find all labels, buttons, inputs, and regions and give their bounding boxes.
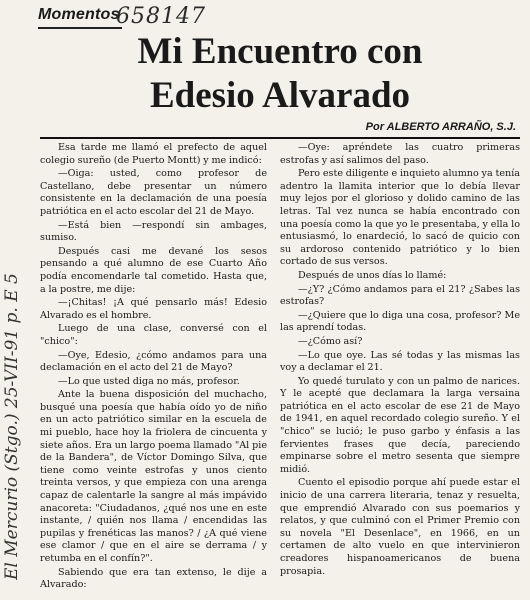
title-rule [40, 137, 520, 139]
right-paragraph: Pero este diligente e inquieto alumno ya tenía adentro la llamita interior que lo debía llevar muy lejos por el glorioso y dolido camino de las letras. Tal vez nunca se había encontrado con una poesía como la que yo le presentaba, y ella lo entusiasmó, lo enardeció, lo sacó de quicio con su ardoroso contenido patriótico y lo bien cortado de sus versos. [280, 168, 520, 268]
left-paragraph: Esa tarde me llamó el prefecto de aquel colegio sureño (de Puerto Montt) y me indicó: [40, 142, 267, 166]
left-paragraph: —¡Chitas! ¡A qué pensarlo más! Edesio Alvarado es el hombre. [40, 297, 267, 321]
left-paragraph: Luego de una clase, conversé con el "chico": [40, 323, 267, 347]
left-paragraph: —Oiga: usted, como profesor de Castellano, debe presentar un número consistente en la declamación de una poesía patriótica en el acto escolar del 21 de Mayo. [40, 168, 267, 217]
left-paragraph: Sabiendo que era tan extenso, le dije a Alvarado: [40, 566, 267, 591]
title-line-2: Edesio Alvarado [149, 75, 411, 116]
right-paragraph: Cuento el episodio porque ahí puede estar el inicio de una carrera literaria, tenaz y resuelta, que emprendió Alvarado con sus poemarios y relatos, y que culminó con el Primer Premio con su novela "El Desenlace", en 1966, en un certamen de alto vuelo en que intervinieron creadores hispanoamericanos de buena prosapia. [280, 477, 520, 577]
right-paragraph: Después de unos días lo llamé: [298, 269, 447, 281]
title-line-1: Mi Encuentro con [137, 31, 423, 72]
section-label: Momentos [38, 6, 120, 23]
right-paragraph: —Oye: apréndete las cuatro primeras estrofas y así salimos del paso. [280, 142, 520, 166]
right-paragraph: —¿Quiere que lo diga una cosa, profesor? Me las aprendí todas. [280, 309, 520, 334]
left-column [40, 142, 267, 592]
left-paragraph: Después casi me devané los sesos pensando a qué alumno de ese Cuarto Año podía encomendarle tal cometido. Hasta que, a la postre, me dije: [40, 245, 267, 295]
section-underline [38, 27, 122, 29]
right-paragraph: —Lo que oye. Las sé todas y las mismas las voy a declamar el 21. [280, 349, 520, 374]
left-paragraph: —Lo que usted diga no más, profesor. [58, 375, 240, 387]
right-paragraph: —¿Y? ¿Cómo andamos para el 21? ¿Sabes las estrofas? [280, 283, 520, 308]
article-title [40, 30, 520, 118]
byline: Por ALBERTO ARRAÑO, S.J. [365, 121, 516, 133]
right-paragraph: —¿Cómo así? [298, 335, 363, 347]
handwritten-catalog-number: 658147 [116, 4, 206, 29]
left-paragraph: —Está bien —respondí sin ambages, sumiso. [40, 219, 267, 244]
right-column [280, 142, 520, 592]
handwritten-margin-note: El Mercurio (Stgo.) 25-VII-91 p. E 5 [2, 273, 22, 580]
left-paragraph: Ante la buena disposición del muchacho, busqué una poesía que había oído yo de niño en un acto patriótico similar en la escuela de mi pueblo, hace hoy la friolera de cincuenta y siete años. Era un largo poema llamado "Al pie de la Bandera", de Víctor Domingo Silva, que tiene como veinte estrofas y unos ciento treinta versos, y que empieza con una arenga capaz de calentarle la sangre al más impávido anacoreta: "Ciudadanos, ¿qué nos une en este instante, / quién nos llama / encendidas las pupilas y frenéticas las manos? / ¿A qué viene ese clamor / que en el aire se derrama / y retumba en el confín?". [40, 389, 267, 564]
left-paragraph: —Oye, Edesio, ¿cómo andamos para una declamación en el acto del 21 de Mayo? [40, 349, 267, 374]
right-paragraph: Yo quedé turulato y con un palmo de narices. Y le acepté que declamara la larga versaina patriótica en el acto escolar de ese 21 de Mayo de 1941, en aquel recordado colegio sureño. Y el "chico" se lució; le puso garbo y énfasis a las fervientes frases que decía, pareciendo empinarse sobre el metro sesenta que siempre midió. [280, 375, 520, 475]
